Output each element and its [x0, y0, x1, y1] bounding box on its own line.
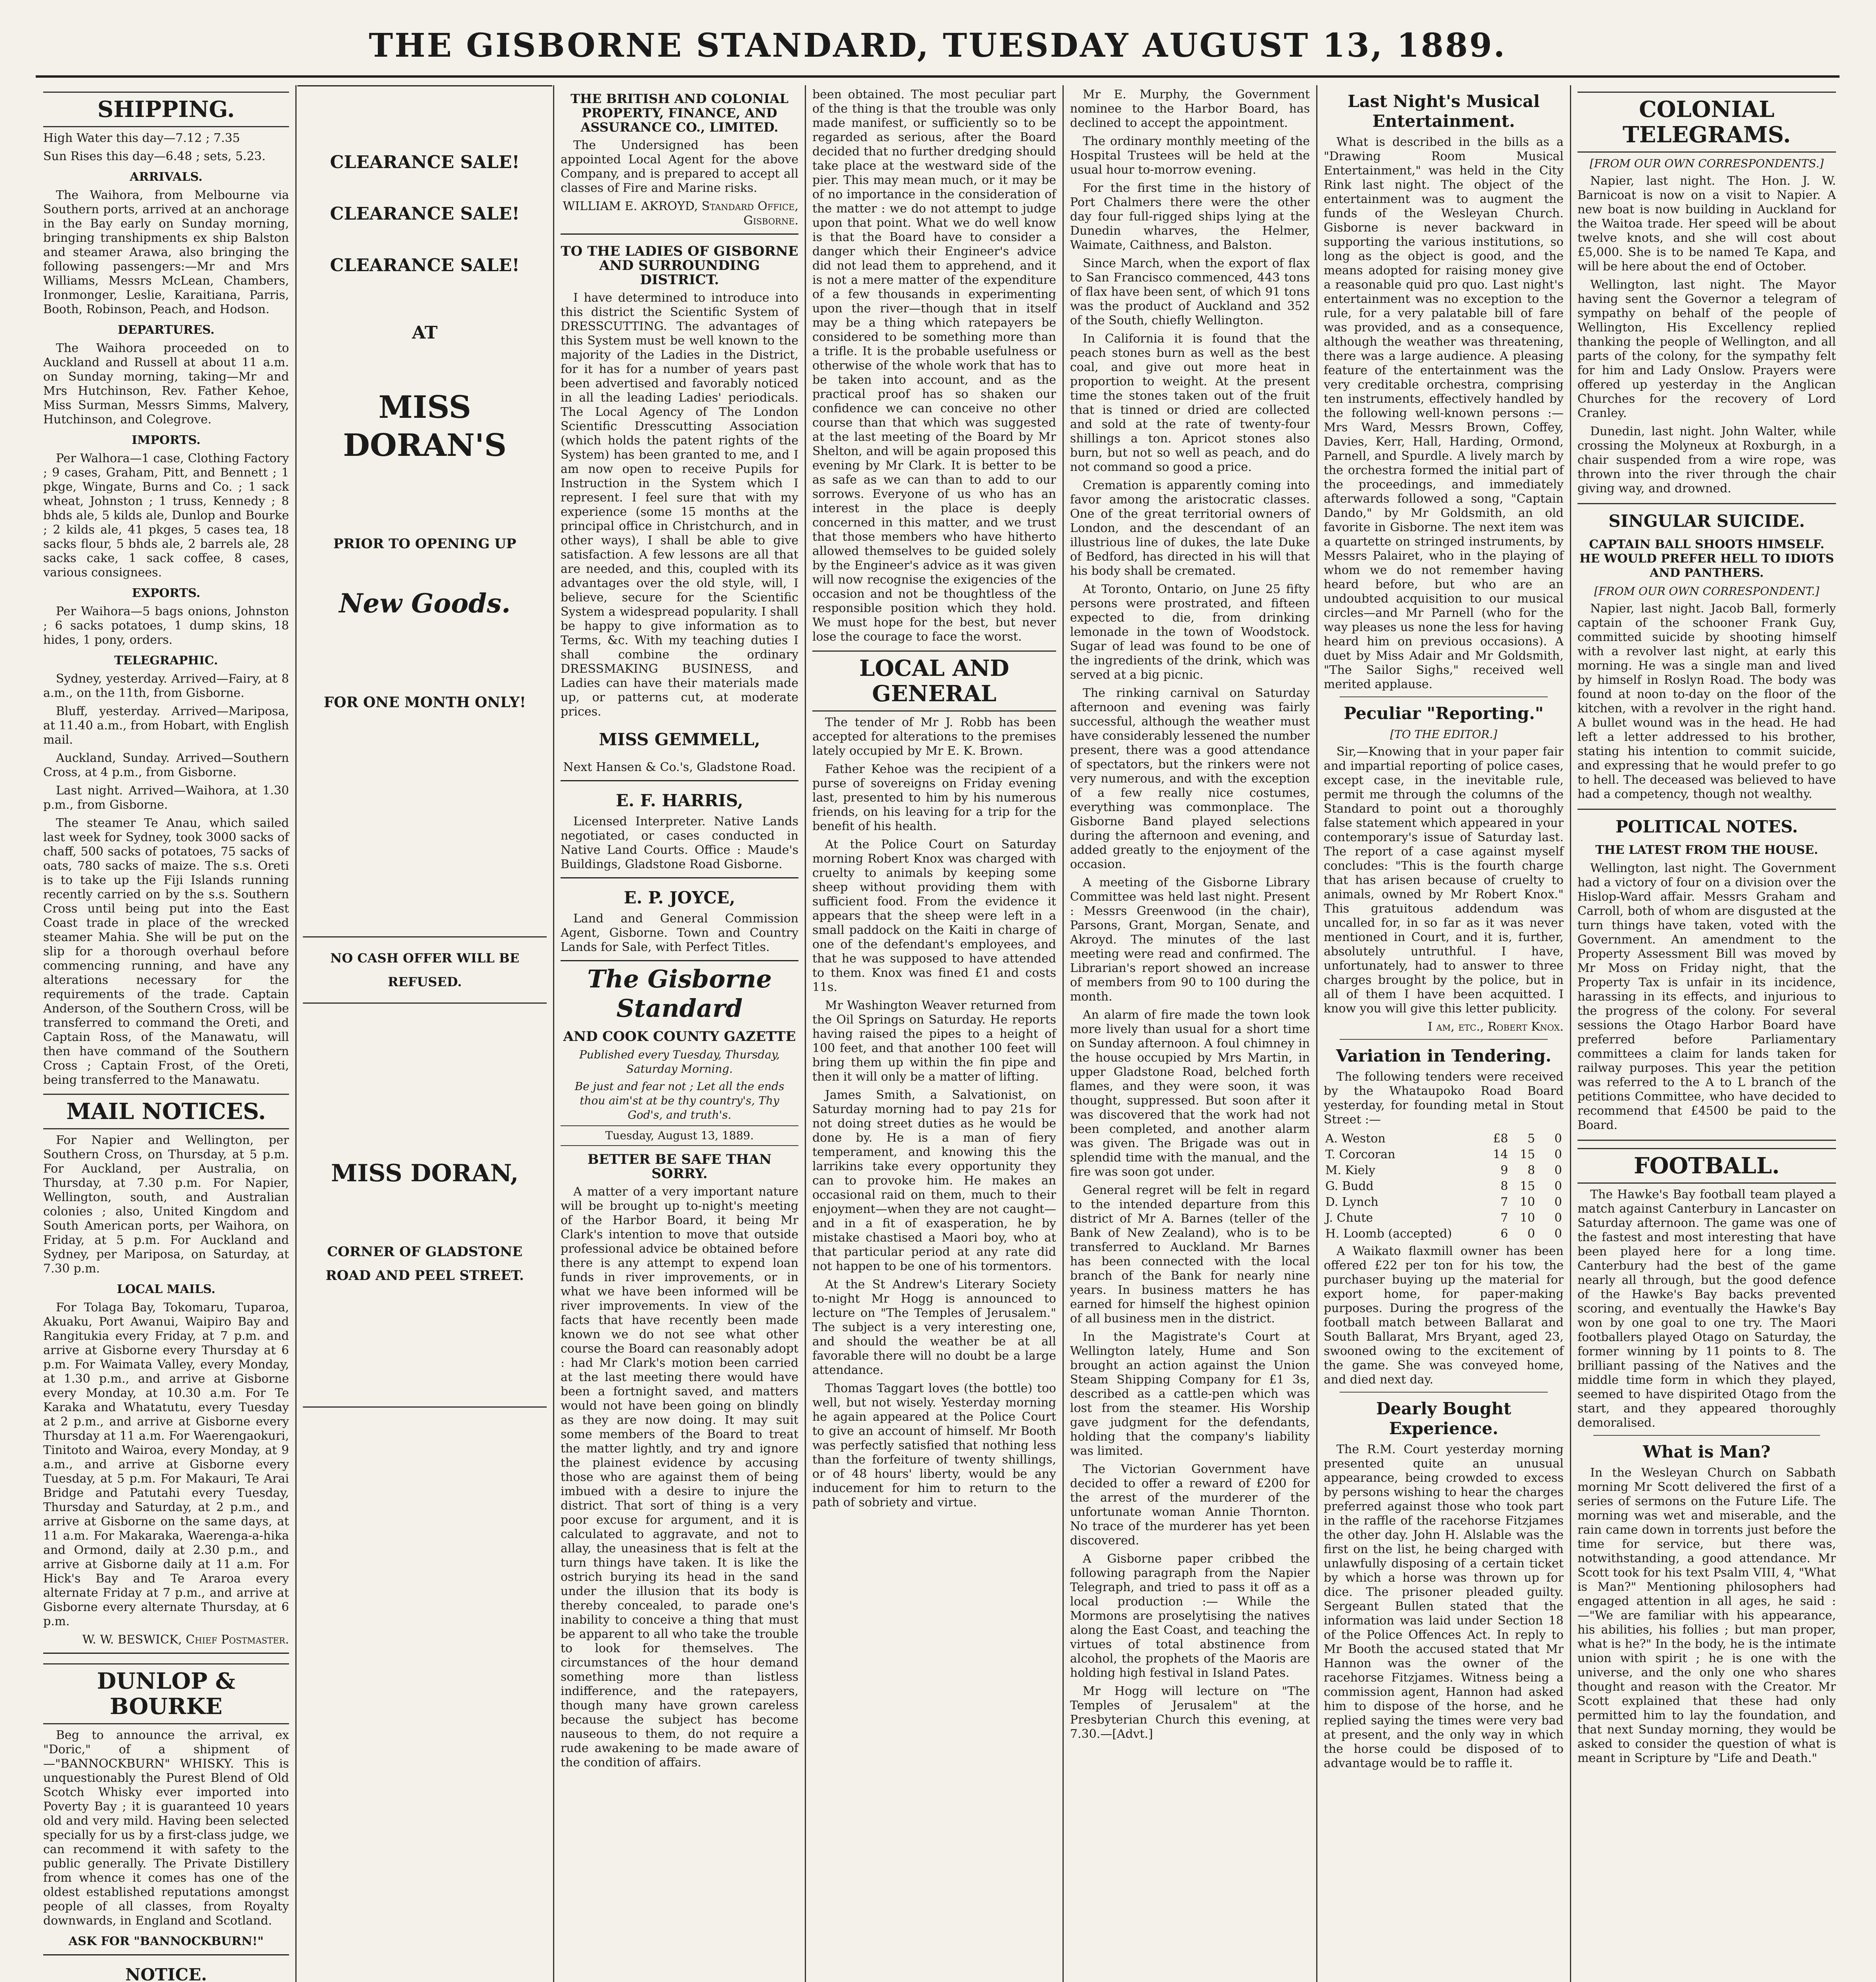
local-item: An alarm of fire made the town look more lively than usual for a short time on Sunday afternoon. A foul chimney in the house occupied by Mrs Martin, in upper Gladstone Road, belched forth flames, and they were soon, it was thought, suppressed. But soon after it was discovered that the work had not been completed, and another alarm was given. The Brigade was out in splendid time with the manual, and the fire was soon got under. [1070, 1008, 1310, 1179]
football-text: The Hawke's Bay football team played a match against Canterbury in Lancaster on Saturday afternoon. The game was one of the fastest and most interesting that have been played here for a long time. Canterbury had the best of the game nearly all through, but the good defence of the Hawke's Bay backs prevented scoring, and eventually the Hawke's Bay won by one goal to one try. The Maori footballers played Otago on Saturday, the former winning by 11 points to 8. The brilliant passing of the Natives and the middle time form in which they played, seemed to have dispirited Otago from the start, and they appeared thoroughly demoralised. [1577, 1188, 1836, 1430]
local-item: At the St Andrew's Literary Society to-night Mr Hogg is announced to lecture on "The Temples of Jerusalem." The subject is a very interesting one, and should the weather be at all favorable there will no doubt be a large attendance. [812, 1278, 1056, 1377]
what-is-man-heading: What is Man? [1642, 1442, 1771, 1462]
column-rule [295, 85, 297, 1982]
one-month-line: FOR ONE MONTH ONLY! [324, 694, 526, 711]
column-5 [1064, 85, 1315, 1982]
tender-note: A Waikato flaxmill owner has been offered £22 per ton for his tow, the purchaser buying up the material for export home, for paper-making purposes. During the progress of the football match between Ballarat and South Ballarat, Mrs Bryant, aged 23, swooned owing to the excitement of the game. She was conveyed home, and died next day. [1324, 1244, 1564, 1387]
column-rule [553, 85, 554, 1982]
suicide-text: Napier, last night. Jacob Ball, formerly captain of the schooner Frank Guy, committed suicide by shooting himself with a revolver last night, at early this morning. He was a single man and lived by himself in Roslyn Road. The body was found at noon to-day on the floor of the kitchen, with a revolver in the right hand. A bullet wound was in the head. He had left a letter addressed to his brother, stating his intention to commit suicide, and expressing that he would prefer to go to hell. The deceased was believed to have had a competency, though not wealthy. [1577, 602, 1836, 801]
musical-heading: Last Night's Musical Entertainment. [1348, 92, 1540, 131]
column-3 [555, 85, 804, 1982]
postmaster-signature: W. W. BESWICK, Chief Postmaster. [82, 1633, 289, 1647]
bannockburn-line: ASK FOR "BANNOCKBURN!" [68, 1934, 264, 1948]
political-subheading: THE LATEST FROM THE HOUSE. [1595, 843, 1818, 857]
at-line: AT [412, 323, 438, 343]
telegram-item: Dunedin, last night. John Walter, while crossing the Molyneux at Roxburgh, in a chair suspended from a wire rope, was thrown into the river through the chair giving way, and drowned. [1577, 425, 1836, 495]
clearance-sale-line: CLEARANCE SALE! [330, 204, 520, 224]
telegram-item: Napier, last night. The Hon. J. W. Barnicoat is now on a visit to Napier. A new boat is now building in Auckland for the Waitoa trade. Her speed will be about twelve knots, and she will cost about £5,000. She is to be named Te Kapa, and will be here about the end of October. [1577, 174, 1836, 274]
tender-heading: Variation in Tendering. [1336, 1046, 1552, 1066]
exports-heading: EXPORTS. [132, 586, 201, 600]
column-rule [805, 85, 806, 1982]
football-heading: FOOTBALL. [1577, 1148, 1836, 1184]
table-row: H. Loomb (accepted) 6 0 0 [1325, 1227, 1562, 1241]
mail-notices-heading: MAIL NOTICES. [43, 1094, 289, 1129]
new-goods-line: New Goods. [339, 588, 511, 619]
motto: Be just and fear not ; Let all the ends thou aim'st at be thy country's, Thy God's, and truth's. [574, 1080, 785, 1121]
harris-text: Licensed Interpreter. Native Lands negotiated, or cases conducted in Native Land Courts. Office : Maude's Buildings, Gladstone Road Gisborne. [561, 815, 798, 871]
local-item: A meeting of the Gisborne Library Committee was held last night. Present : Messrs Greenwood (in the chair), Parsons, Grant, Morgan, Senate, and Akroyd. The minutes of the last meeting were read and confirmed. The Librarian's report showed an increase of members from 90 to 100 during the month. [1070, 876, 1310, 1004]
bcp-text: The Undersigned has been appointed Local Agent for the above Company, and is prepared to accept all classes of Fire and Marine risks. [561, 138, 798, 195]
local-item: Thomas Taggart loves (the bottle) too well, but not wisely. Yesterday morning he again appeared at the Police Court to give an account of himself. Mr Booth was perfectly satisfied that nothing less than the forfeiture of twenty shillings, or of 48 hours' liberty, would be any inducement for him to return to the path of sobriety and virtue. [812, 1381, 1056, 1509]
tender-intro: The following tenders were received by the Whataupoko Road Board yesterday, for founding metal in Stout Street :— [1324, 1070, 1564, 1127]
local-mails-heading: LOCAL MAILS. [117, 1282, 216, 1296]
miss-doran-name: MISS DORAN, [331, 1159, 519, 1187]
gemmell-address: Next Hansen & Co.'s, Gladstone Road. [563, 760, 796, 774]
table-row: D. Lynch 7 10 0 [1325, 1195, 1562, 1209]
shipping-heading: SHIPPING. [43, 92, 289, 127]
local-general-heading: LOCAL AND GENERAL [812, 650, 1056, 712]
local-item: General regret will be felt in regard to the intended departure from this district of Mr A. Barnes (teller of the Bank of New Zealand), who is to be transferred to Auckland. Mr Barnes has been connected with the local branch of the Bank for nearly nine years. In business matters he has earned for himself the highest opinion of all business men in the district. [1070, 1183, 1310, 1326]
leader-text: A matter of a very important nature will be brought up to-night's meeting of the Harbor Board, it being Mr Clark's intention to move that outside professional advice be obtained before there is any attempt to expend loan funds in river improvements, or in what we have been informed will be river improvements. In view of the facts that have recently been made known we do not see what other course the Board can reasonably adopt : had Mr Clark's motion been carried at the last meeting there would have been a fortnight saved, and matters would not have been going on blindly as they are now doing. It may suit some members of the Board to treat the matter lightly, and try and ignore the plainest evidence by accusing those who are against them of being imbued with a desire to injure the district. That sort of thing is a very poor excuse for argument, and it is calculated to aggravate, and not to allay, the uneasiness that is felt at the turn things have taken. It is like the ostrich burying its head in the sand under the illusion that its body is thereby concealed, to parade one's inability to conceive a thing that must be apparent to all who take the trouble to look for themselves. The circumstances of the hour demand something more than listless indifference, and the ratepayers, though many have grown careless because the subject has become nauseous to them, do not require a rude awakening to be made aware of the condition of affairs. [561, 1185, 798, 1770]
paper-subtitle: AND COOK COUNTY GAZETTE [563, 1029, 796, 1045]
arrivals-heading: ARRIVALS. [130, 170, 203, 184]
published-line: Published every Tuesday, Thursday, Saturday Morning. [579, 1048, 780, 1075]
ladies-text: I have determined to introduce into this district the Scientific System of DRESSCUTTING. The advantages of this System must be well known to the majority of the Ladies in the District, for it has for a number of years past been advertised and favorably noticed in all the leading Ladies' periodicals. The Local Agency of The London Scientific Dresscutting Association (which holds the patent rights of the System) has been granted to me, and I am now open to receive Pupils for Instruction in the System which I represent. I feel sure that with my experience (some 15 months at the principal office in Christchurch, and in other ways), I shall be able to give satisfaction. A few lessons are all that are needed, and this, coupled with its advantages over the old style, will, I believe, secure for the Scientific System a widespread popularity. I shall be happy to give information as to Terms, &c. With my teaching duties I shall combine the ordinary DRESSMAKING BUSINESS, and Ladies can have their materials made up, or patterns cut, at moderate prices. [561, 291, 798, 719]
table-row: A. Weston £8 5 0 [1325, 1132, 1562, 1146]
local-item: The ordinary monthly meeting of the Hospital Trustees will be held at the usual hour to-morrow evening. [1070, 134, 1310, 177]
political-text: Wellington, last night. The Government had a victory of four on a division over the Hislop-Ward affair. Messrs Graham and Carroll, both of whom are disgusted at the turn things have taken, voted with the Government. An amendment to the Property Assessment Bill was moved by Mr Moss on Friday night, that the Property Tax is unfair in its incidence, harassing in its effects, and injurious to the progress of the colony. For several sessions the Otago Harbor Board have preferred before Parliamentary committees a claim for lands taken for railway purposes. This year the petition was referred to the A to L branch of the petitions Committee, who have decided to recommend that £4500 be paid to the Board. [1577, 861, 1836, 1132]
leader-heading: BETTER BE SAFE THAN SORRY. [587, 1152, 772, 1182]
local-item: Mr Hogg will lecture on "The Temples of Jerusalem" at the Presbyterian Church this evening, at 7.30.—[Advt.] [1070, 1684, 1310, 1741]
imports-text: Per Walhora—1 case, Clothing Factory ; 9 cases, Graham, Pitt, and Bennett ; 1 pkge, Wingate, Burns and Co. ; 1 sack wheat, Johnston ; 1 truss, Kennedy ; 8 bhds ale, 5 kilds ale, Dunlop and Bourke ; 2 kilds ale, 41 pkges, 5 cases tea, 18 sacks flour, 5 bhds ale, 2 barrels ale, 28 sacks cake, 1 sack coffee, 8 cases, various consignees. [43, 451, 289, 580]
peculiar-heading: Peculiar "Reporting." [1344, 704, 1544, 723]
telegraphic-heading: TELEGRAPHIC. [114, 654, 218, 668]
local-item: For the first time in the history of Port Chalmers there were the other day four full-rigged ships lying at the Dunedin wharves, the Helmer, Waimate, Caithness, and Balston. [1070, 181, 1310, 252]
local-item: At the Police Court on Saturday morning Robert Knox was charged with cruelty to animals by keeping some sheep without providing them with sufficient food. From the evidence it appears that the sheep were left in a small paddock on the Kaiti in charge of one of the defendant's employees, and that he was supposed to have attended to them. Knox was fined £1 and costs 11s. [812, 838, 1056, 994]
clearance-sale-line: CLEARANCE SALE! [330, 152, 520, 172]
column-7 [1572, 85, 1842, 1982]
departures-heading: DEPARTURES. [117, 323, 215, 337]
column-4 [807, 85, 1062, 1982]
suicide-from: [FROM OUR OWN CORRESPONDENT.] [1594, 585, 1819, 598]
bcp-heading: THE BRITISH AND COLONIAL PROPERTY, FINANCE, AND ASSURANCE CO., LIMITED. [570, 91, 789, 135]
departures-text: The Waihora proceeded on to Auckland and Russell at about 11 a.m. on Sunday morning, taking—Mr and Mrs Hutchinson, Rev. Father Kehoe, Miss Surman, Messrs Simms, Malvery, Hutchinson, and Colegrove. [43, 341, 289, 427]
colonial-sub: [FROM OUR OWN CORRESPONDENTS.] [1589, 157, 1824, 170]
telegraphic-item: Auckland, Sunday. Arrived—Southern Cross, at 4 p.m., from Gisborne. [43, 751, 289, 779]
local-item: At Toronto, Ontario, on June 25 fifty persons were prostrated, and fifteen expected to die, from drinking lemonade in the town of Woodstock. Sugar of lead was found to be one of the ingredients of the drink, which was served at a big picnic. [1070, 582, 1310, 682]
dunlop-bourke-heading: DUNLOP & BOURKE [43, 1663, 289, 1724]
prior-line: PRIOR TO OPENING UP [333, 536, 517, 552]
imports-heading: IMPORTS. [132, 433, 201, 447]
sun-times: Sun Rises this day—6.48 ; sets, 5.23. [43, 149, 266, 163]
high-water: High Water this day—7.12 ; 7.35 [43, 131, 240, 145]
tender-table [1324, 1131, 1564, 1242]
local-item: James Smith, a Salvationist, on Saturday morning had to pay 21s for not doing street duties as he would be done by. He is a man of fiery temperament, and knowing this the larrikins take every opportunity they can to provoke him. He makes an occasional raid on them, much to their enjoyment—when they are not caught—and in a fit of exasperation, he by mistake chastised a Maori boy, who at that particular period at any rate did not happen to be one of his tormentors. [812, 1088, 1056, 1273]
column-rule [1316, 85, 1317, 1982]
telegraphic-item: Last night. Arrived—Waihora, at 1.30 p.m., from Gisborne. [43, 784, 289, 812]
joyce-heading: E. P. JOYCE, [624, 888, 735, 907]
musical-text: What is described in the bills as a "Drawing Room Musical Entertainment," was held in the City Rink last night. The object of the entertainment was to augment the funds of the Wesleyan Church. Gisborne is never backward in supporting the various institutions, so long as the object is good, and the means adopted for raising money give a reasonable quid pro quo. Last night's entertainment was no exception to the rule, for a very palatable bill of fare was provided, and as a consequence, although the weather was threatening, there was a large audience. A pleasing feature of the entertainment was the very creditable orchestra, comprising ten instruments, effectively handled by the following well-known persons :—Mrs Ward, Messrs Brown, Coffey, Davies, Kerr, Hall, Harding, Ormond, Parnell, and Spurdle. A lively march by the orchestra formed the initial part of the proceedings, and immediately afterwards followed a song, "Captain Dando," by Mr Goldsmith, an old favorite in Gisborne. The next item was a quartette on stringed instruments, by Messrs Palairet, who in the playing of whom we do not remember having heard before, but who are an undoubted acquisition to our musical circles—and Mr Parnell (who for the way pleases us none the less for having heard him on previous occasions). A duet by Miss Adair and Mr Goldsmith, "The Sailor Sighs," received well merited applause. [1324, 135, 1564, 691]
leader-continued: been obtained. The most peculiar part of the thing is that the trouble was only made manifest, or sufficiently so to be regarded as serious, after the Board decided that no further dredging should take place at the westward side of the pier. This may mean much, or it may be of no importance in the consideration of the matter : we do not attempt to judge upon that point. What we do well know is that the Board have to consider a danger which their Engineer's advice did not lead them to apprehend, and it is not a mere matter of the expenditure of a few thousands in experimenting upon the river—though that in itself may be a thing which ratepayers be considered to be something more than a trifle. It is the probable usefulness or otherwise of the whole work that has to be taken into account, and as the practical proof has so shaken our confidence we can conceive no other course than that which was suggested at the last meeting of the Board by Mr Shelton, and will be again proposed this evening by Mr Clark. It is better to be as safe as we can than to add to our sorrows. Everyone of us who has an interest in the place is deeply concerned in this matter, and we trust that those members who have hitherto allowed themselves to be guided solely by the Engineer's advice as it was given will now recognise the exigencies of the occasion and not be thoughtless of the responsible position which they hold. We must hope for the best, but never lose the courage to face the worst. [812, 88, 1056, 644]
local-item: Mr E. Murphy, the Government nominee to the Harbor Board, has declined to accept the appointment. [1070, 88, 1310, 130]
suicide-heading: SINGULAR SUICIDE. [1608, 511, 1805, 531]
ladies-heading: TO THE LADIES OF GISBORNE AND SURROUNDING DISTRICT. [561, 243, 798, 288]
dateline: Tuesday, August 13, 1889. [561, 1125, 798, 1146]
dearly-bought-heading: Dearly Bought Experience. [1376, 1399, 1511, 1438]
to-the-editor: [TO THE EDITOR.] [1390, 728, 1497, 741]
exports-text: Per Waihora—5 bags onions, Johnston ; 6 sacks potatoes, 1 dump skins, 18 hides, 1 pony, orders. [43, 605, 289, 647]
political-heading: POLITICAL NOTES. [1615, 817, 1798, 836]
arrivals-text: The Waihora, from Melbourne via Southern ports, arrived at an anchorage in the Bay early on Sunday morning, bringing transhipments ex ship Balston and steamer Arawa, also bringing the following passengers:—Mr and Mrs Williams, Messrs McLean, Chambers, Ironmonger, Leslie, Karaitiana, Parris, Booth, Robinson, Peach, and Hodson. [43, 188, 289, 316]
local-item: In the Magistrate's Court at Wellington lately, Hume and Son brought an action against the Union Steam Shipping Company for £1 3s, described as a cattle-pen which was lost from the steamer. His Worship gave judgment for the defendants, holding that the company's liability was limited. [1070, 1330, 1310, 1458]
bcp-signature: WILLIAM E. AKROYD, Standard Office, Gisborne. [563, 199, 798, 228]
corner-address: CORNER OF GLADSTONE ROAD AND PEEL STREET. [325, 1244, 524, 1284]
harris-heading: E. F. HARRIS, [616, 791, 743, 810]
local-item: Father Kehoe was the recipient of a purse of sovereigns on Friday evening last, presented to him by his numerous friends, on his leaving for a trip for the benefit of his health. [812, 762, 1056, 833]
miss-doran-heading: MISS DORAN'S [343, 389, 507, 463]
what-is-man-text: In the Wesleyan Church on Sabbath morning Mr Scott delivered the first of a series of sermons on the Future Life. The morning was wet and miserable, and the rain came down in torrents just before the time for service, but there was, notwithstanding, a good attendance. Mr Scott took for his text Psalm VIII, 4, "What is Man?" Mentioning philosophers had engaged attention in all ages, he said :—"We are familiar with his appearance, his abilities, his follies ; but man proper, what is he?" In the body, he is the intimate union with spirit ; he is one with the universe, and the only one who shares thought and reason with the Creator. Mr Scott explained that these had only permitted him to lay the foundation, and that next Sunday morning, they would be asked to consider the question of what is meant in Scripture by "Life and Death." [1577, 1466, 1836, 1765]
column-1 [38, 85, 295, 1982]
local-item: A Gisborne paper cribbed the following paragraph from the Napier Telegraph, and tried to pass it off as a local production :— While the Mormons are proselytising the natives along the East Coast, and teaching the virtues of total abstinence from alcohol, the prophets of the Maoris are holding high festival in Island Pates. [1070, 1552, 1310, 1680]
local-item: Since March, when the export of flax to San Francisco commenced, 443 tons of flax have been sent, of which 91 tons was the product of Auckland and 352 of the South, chiefly Wellington. [1070, 256, 1310, 327]
colonial-telegrams-heading: COLONIAL TELEGRAMS. [1577, 92, 1836, 153]
telegraphic-item: Bluff, yesterday. Arrived—Mariposa, at 11.40 a.m., from Hobart, with English mail. [43, 704, 289, 747]
telegram-item: Wellington, last night. The Mayor having sent the Governor a telegram of sympathy on behalf of the people of Wellington, His Excellency replied thanking the people of Wellington, and all parts of the colony, for the sympathy felt for him and Lady Onslow. Prayers were offered up yesterday in the Anglican Churches for the recovery of Lord Cranley. [1577, 278, 1836, 420]
table-row: G. Budd 8 15 0 [1325, 1179, 1562, 1193]
gemmell-name: MISS GEMMELL, [599, 730, 760, 749]
peculiar-signature: I am, etc., Robert Knox. [1428, 1020, 1564, 1034]
no-cash-line: NO CASH OFFER WILL BE REFUSED. [330, 951, 519, 989]
notice-heading: NOTICE. [125, 1965, 207, 1982]
dearly-bought-text: The R.M. Court yesterday morning presented quite an unusual appearance, being crowded to excess by persons wishing to hear the charges preferred against those who took part in the raffle of the racehorse Fitzjames the other day. John H. Alslable was the first on the list, he being charged with unlawfully disposing of a certain ticket by which a horse was thrown up for dice. The prisoner pleaded guilty. Sergeant Bullen stated that the information was laid under Section 18 of the Police Offences Act. In reply to Mr Booth the accused stated that Mr Hannon was the owner of the racehorse Fitzjames. Witness being a commission agent, Hannon had asked him to dispose of the horse, and he replied saying the times were very bad at present, and the only way in which the horse could be disposed of to advantage would be to raffle it. [1324, 1442, 1564, 1770]
steamer-news: The steamer Te Anau, which sailed last week for Sydney, took 3000 sacks of chaff, 500 sacks of potatoes, 75 sacks of oats, 780 sacks of maize. The s.s. Oreti is to take up the Fiji Islands running recently carried on by the s.s. Southern Cross until being put into the East Coast trade in place of the wrecked steamer Mahia. She will be put on the slip for a thorough overhaul before commencing running, and have any alterations necessary for the requirements of the trade. Captain Anderson, of the Southern Cross, will be transferred to command the Oreti, and Captain Ross, of the Manawatu, will then have command of the Southern Cross ; Captain Frost, of the Oreti, being transferred to the Manawatu. [43, 816, 289, 1087]
telegraphic-item: Sydney, yesterday. Arrived—Fairy, at 8 a.m., on the 11th, from Gisborne. [43, 672, 289, 700]
clearance-sale-line: CLEARANCE SALE! [330, 255, 520, 275]
local-item: In California it is found that the peach stones burn as well as the best coal, and give out more heat in proportion to weight. At the present time the stones taken out of the fruit that is tinned or dried are collected and sold at the rate of twenty-four shillings a ton. Apricot stones also burn, but not so well as peach, and do not command so good a price. [1070, 332, 1310, 474]
local-item: Mr Washington Weaver returned from the Oil Springs on Saturday. He reports having raised the pipes to a height of 100 feet, and that another 100 feet will bring them up within the fin pipe and then it will only be a matter of lifting. [812, 999, 1056, 1084]
masthead: THE GISBORNE STANDARD, TUESDAY AUGUST 13, 1889. [36, 16, 1840, 78]
table-row: M. Kiely 9 8 0 [1325, 1163, 1562, 1177]
joyce-text: Land and General Commission Agent, Gisborne. Town and Country Lands for Sale, with Perfect Titles. [561, 912, 798, 954]
local-mails-text: For Tolaga Bay, Tokomaru, Tuparoa, Akuaku, Port Awanui, Waipiro Bay and Rangitukia every Friday, at 7 p.m. and arrive at Gisborne every Thursday at 6 p.m. For Waimata Valley, every Monday, at 1.30 p.m., and arrive at Gisborne every Monday, at 10.30 a.m. For Te Karaka and Whatatutu, every Tuesday at 2 p.m., and arrive at Gisborne every Thursday at 11 a.m. For Waerengaokuri, Tinitoto and Wairoa, every Monday, at 9 a.m., and arrive at Gisborne every Tuesday, at 5 p.m. For Makauri, Te Arai Bridge and Patutahi every Tuesday, Thursday and Saturday, at 2 p.m., and arrive at Gisborne on the same days, at 11 a.m. For Makaraka, Waerenga-a-hika and Ormond, daily at 2.30 p.m., and arrive at Gisborne daily at 11 a.m. For Hick's Bay and Te Araroa every alternate Friday at 7 p.m., and arrive at Gisborne every alternate Thursday, at 6 p.m. [43, 1301, 289, 1628]
table-row: J. Chute 7 10 0 [1325, 1211, 1562, 1225]
column-6 [1318, 85, 1569, 1982]
peculiar-text: Sir,—Knowing that in your paper fair and impartial reporting of police cases, except case, in the inevitable rule, permit me through the columns of the Standard to point out a thoroughly false statement which appeared in your contemporary's issue of Saturday last. The report of a case against myself concludes: "This is the fourth charge that has arisen because of cruelty to animals, owned by Mr Robert Knox." This gratuitous addendum was uncalled for, in so far as it was never mentioned in Court, and it is, further, absolutely untruthful. I have, unfortunately, had to answer to three charges brought by the police, but in all of them I have been acquitted. I know you will give this letter publicity. [1324, 745, 1564, 1016]
mail-text: For Napier and Wellington, per Southern Cross, on Thursday, at 5 p.m. For Auckland, per Australia, on Thursday, at 7.30 p.m. For Napier, Wellington, south, and Australian colonies ; also, United Kingdom and South American ports, per Waihora, on Friday, at 5 p.m. For Auckland and Sydney, per Mariposa, on Saturday, at 7.30 p.m. [43, 1133, 289, 1276]
local-item: The tender of Mr J. Robb has been accepted for alterations to the premises lately occupied by Mr E. K. Brown. [812, 716, 1056, 758]
suicide-subheading: CAPTAIN BALL SHOOTS HIMSELF. HE WOULD PREFER HELL TO IDIOTS AND PANTHERS. [1579, 538, 1834, 580]
column-rule [1062, 85, 1064, 1982]
dunlop-bourke-text: Beg to announce the arrival, ex "Doric," of a shipment of—"BANNOCKBURN" WHISKY. This is unquestionably the Purest Blend of Old Scotch Whisky ever imported into Poverty Bay ; it is guaranteed 10 years old and very mild. Having been selected specially for us by a first-class judge, we can recommend it with safety to the public generally. The Private Distillery from whence it comes has one of the oldest established reputations amongst people of all classes, from Royalty downwards, in England and Scotland. [43, 1728, 289, 1928]
local-item: The Victorian Government have decided to offer a reward of £200 for the arrest of the murderer of the unfortunate woman Annie Thornton. No trace of the murderer has yet been discovered. [1070, 1462, 1310, 1548]
column-2 [297, 85, 552, 1982]
local-item: The rinking carnival on Saturday afternoon and evening was fairly successful, although the weather must have considerably lessened the number present, there was a good attendance of spectators, but the rinkers were not very numerous, and with the exception of a few really nice costumes, everything was commonplace. The Gisborne Band played selections during the afternoon and evening, and added greatly to the enjoyment of the occasion. [1070, 686, 1310, 871]
column-rule [1570, 85, 1571, 1982]
paper-title: The Gisborne Standard [587, 964, 772, 1023]
table-row: T. Corcoran 14 15 0 [1325, 1148, 1562, 1161]
local-item: Cremation is apparently coming into favor among the aristocratic classes. One of the great territorial owners of London, and the descendant of an illustrious line of dukes, the late Duke of Bedford, has directed in his will that his body shall be cremated. [1070, 478, 1310, 578]
